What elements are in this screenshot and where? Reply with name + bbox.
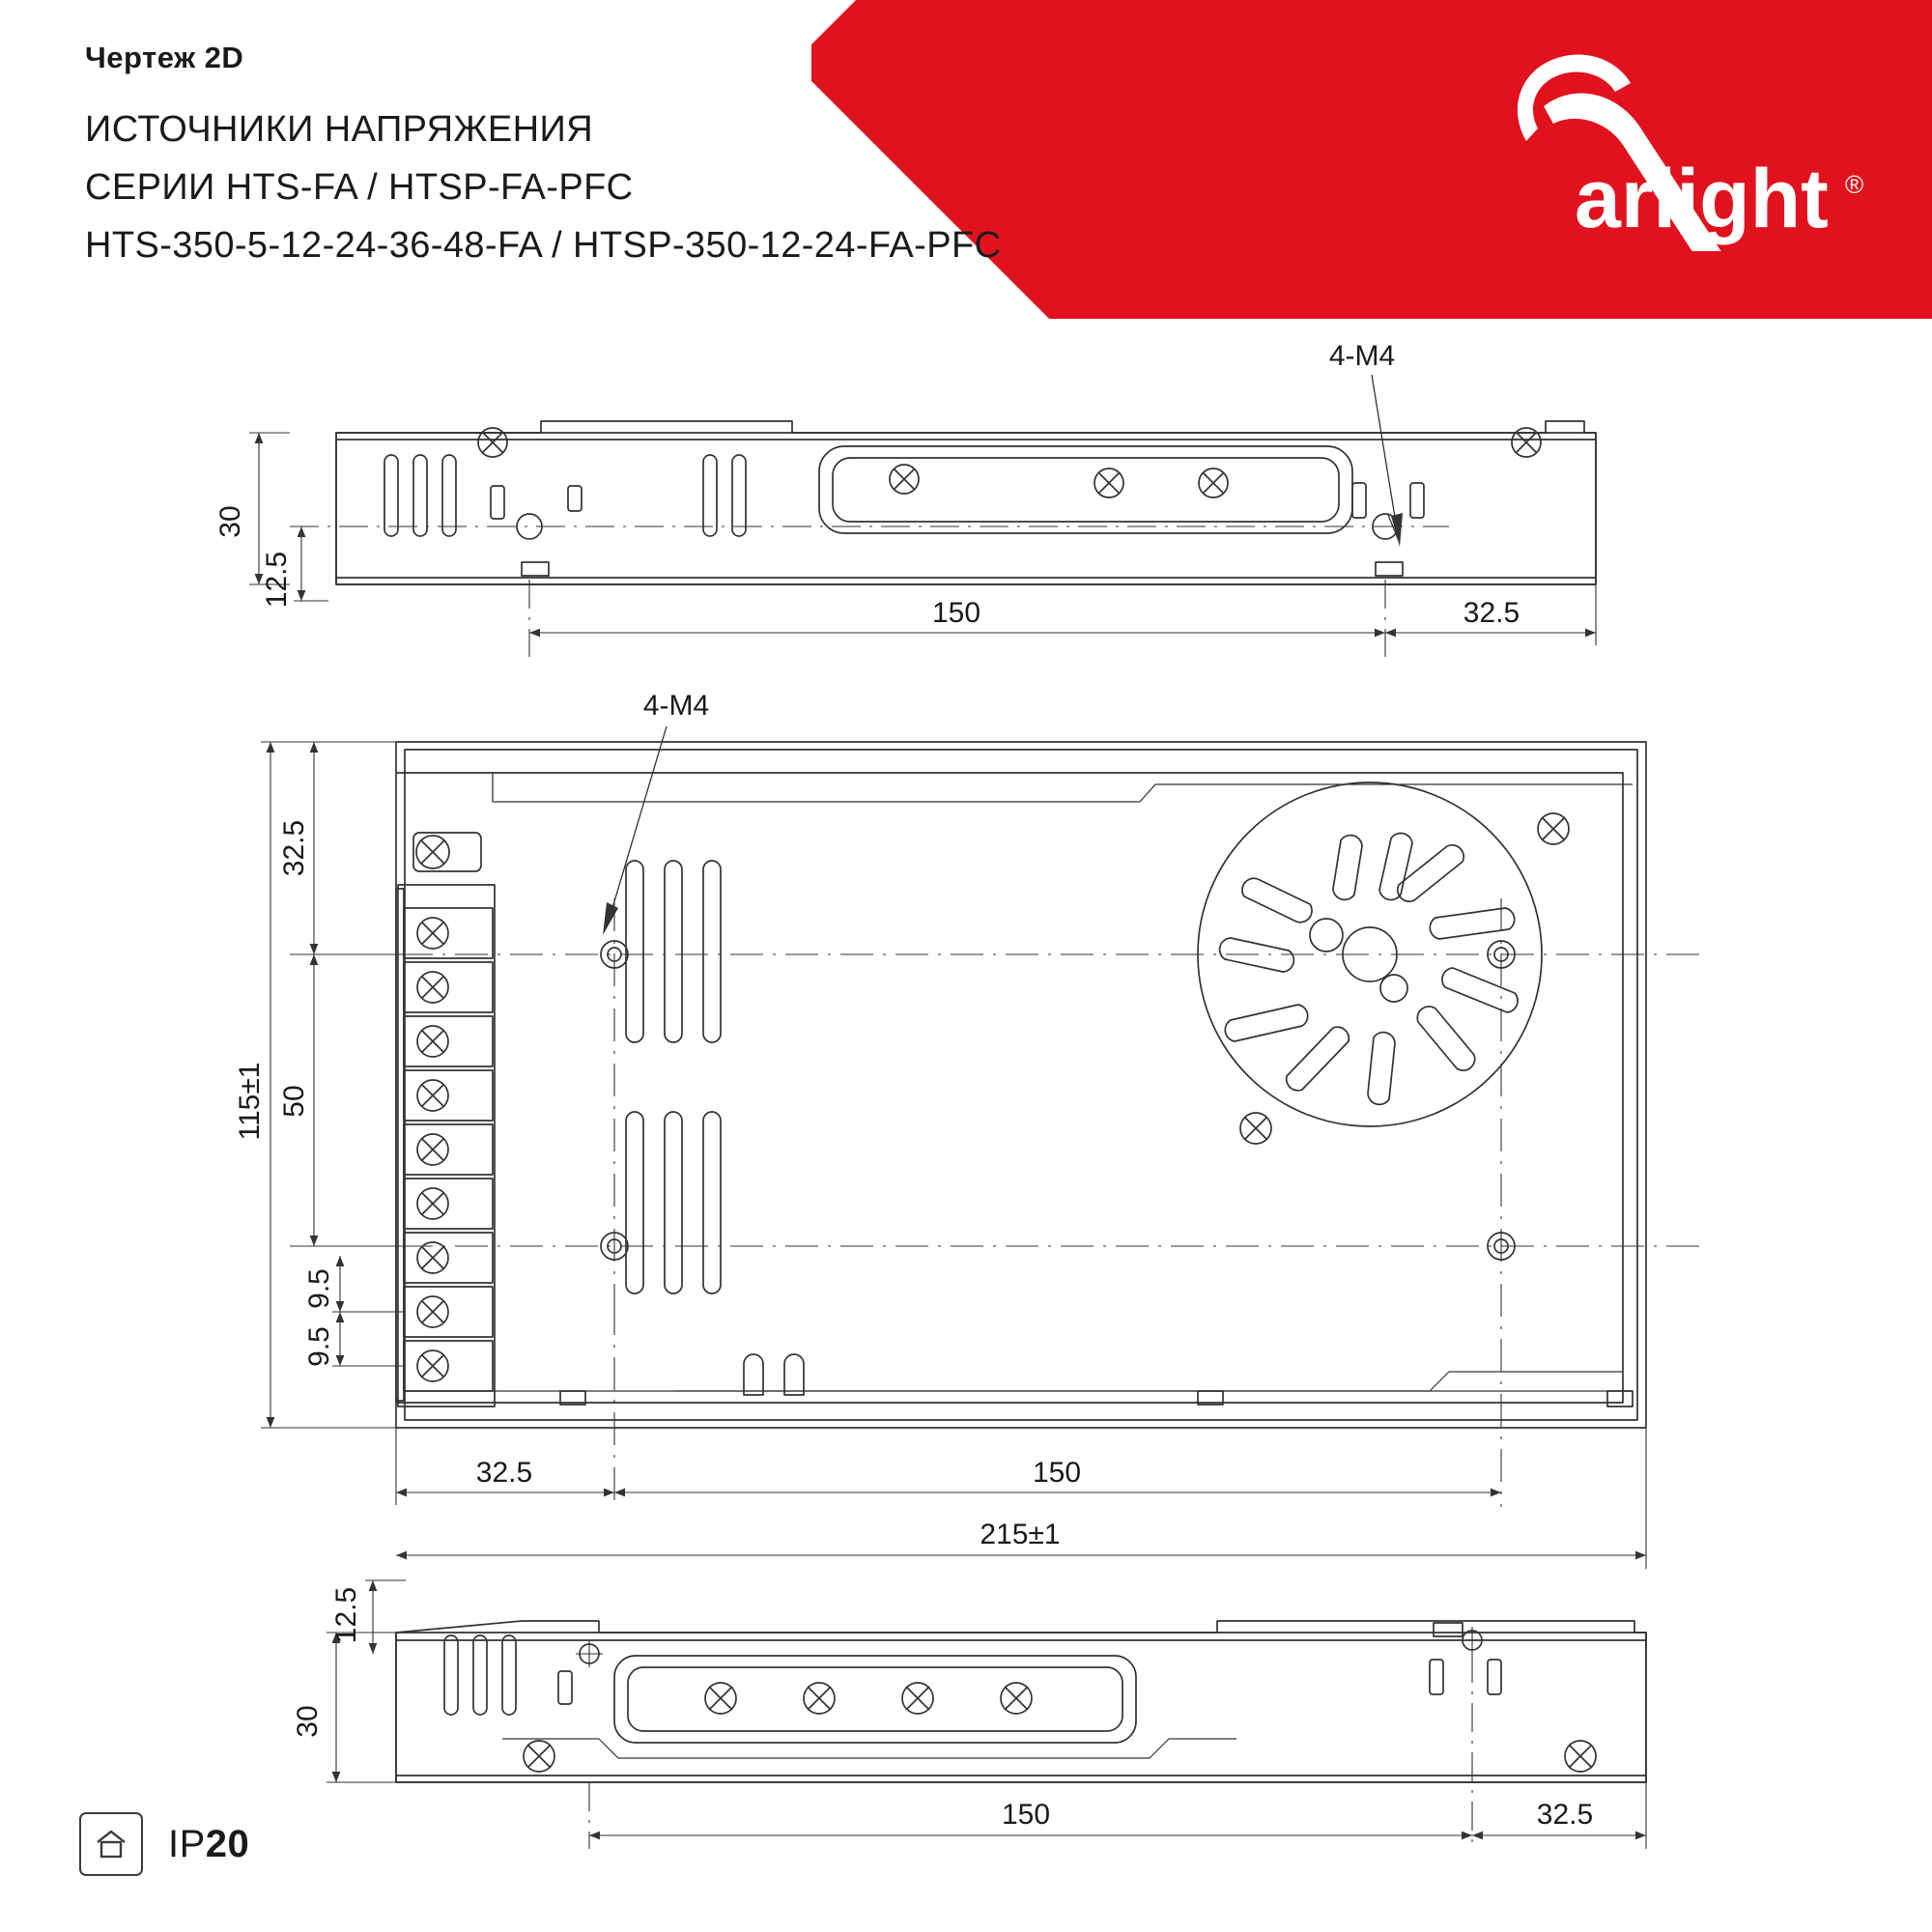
ip-value: 20 (205, 1822, 250, 1865)
screw (890, 465, 919, 494)
terminal-screw (417, 1296, 448, 1327)
ground-screw (413, 833, 481, 871)
dim-115-plan: 115±1 (234, 1062, 266, 1141)
footer (79, 1812, 249, 1876)
mounting-hole (576, 1640, 603, 1667)
terminal-screw (417, 1080, 448, 1111)
terminal-screw (417, 1350, 448, 1381)
screw (1001, 1683, 1032, 1714)
terminal-strip (404, 908, 493, 1391)
title-line-1: ИСТОЧНИКИ НАПРЯЖЕНИЯ (85, 109, 594, 150)
dim-50-plan: 50 (278, 1085, 310, 1118)
screw (1538, 813, 1569, 844)
terminal-screw (417, 972, 448, 1003)
dim-height-12-5-label: 12.5 (261, 551, 293, 609)
plan-view (261, 726, 1700, 1569)
screw (1199, 469, 1228, 497)
dim-height-12-5-label-bottom: 12.5 (330, 1586, 362, 1644)
title-line-3: HTS-350-5-12-24-36-48-FA / HTSP-350-12-24-FA-PFC (85, 225, 1002, 266)
logo-registered-mark: ® (1845, 170, 1864, 199)
screw (1094, 469, 1123, 497)
screw (902, 1683, 933, 1714)
screw (524, 1741, 554, 1772)
logo-wordmark: arlight (1575, 153, 1829, 245)
dim-length-32-5-label-bottom: 32.5 (1536, 1799, 1594, 1831)
terminal-screw (417, 1134, 448, 1165)
screw (1240, 1113, 1271, 1144)
dim-length-150-label-top: 150 (931, 597, 981, 629)
terminal-screw (417, 1242, 448, 1273)
vent-slots-lower (626, 1112, 721, 1293)
dim-32-5-plan-bottom: 32.5 (475, 1457, 533, 1489)
terminal-screw (417, 1188, 448, 1219)
bottom-side-view (327, 1580, 1646, 1849)
dim-height-30-label: 30 (214, 505, 246, 538)
ip-prefix: IP (168, 1822, 206, 1865)
home-icon (93, 1826, 129, 1862)
top-side-view (249, 375, 1596, 657)
dim-9-5-plan-a: 9.5 (303, 1268, 335, 1309)
vent-slots-upper (626, 861, 721, 1042)
dim-215-plan: 215±1 (980, 1519, 1061, 1550)
dim-length-32-5-label-top: 32.5 (1463, 597, 1520, 629)
page-kicker: Чертеж 2D (85, 41, 244, 74)
dim-length-150-label-bottom: 150 (1001, 1799, 1051, 1831)
screw (705, 1683, 736, 1714)
callout-4-m4-plan: 4-M4 (642, 690, 710, 722)
terminal-screw (417, 1026, 448, 1057)
dim-32-5-plan-top: 32.5 (278, 819, 310, 877)
terminal-screw (417, 918, 448, 949)
ip-rating-badge (79, 1812, 143, 1876)
ip-rating-label (168, 1823, 249, 1866)
callout-4-m4-top: 4-M4 (1328, 340, 1396, 372)
dim-height-30-label-bottom: 30 (292, 1705, 324, 1738)
dim-150-plan-bottom: 150 (1032, 1457, 1082, 1489)
screw (804, 1683, 835, 1714)
dim-9-5-plan-b: 9.5 (303, 1326, 335, 1367)
screw (1565, 1741, 1596, 1772)
title-line-2: СЕРИИ HTS-FA / HTSP-FA-PFC (85, 167, 634, 208)
